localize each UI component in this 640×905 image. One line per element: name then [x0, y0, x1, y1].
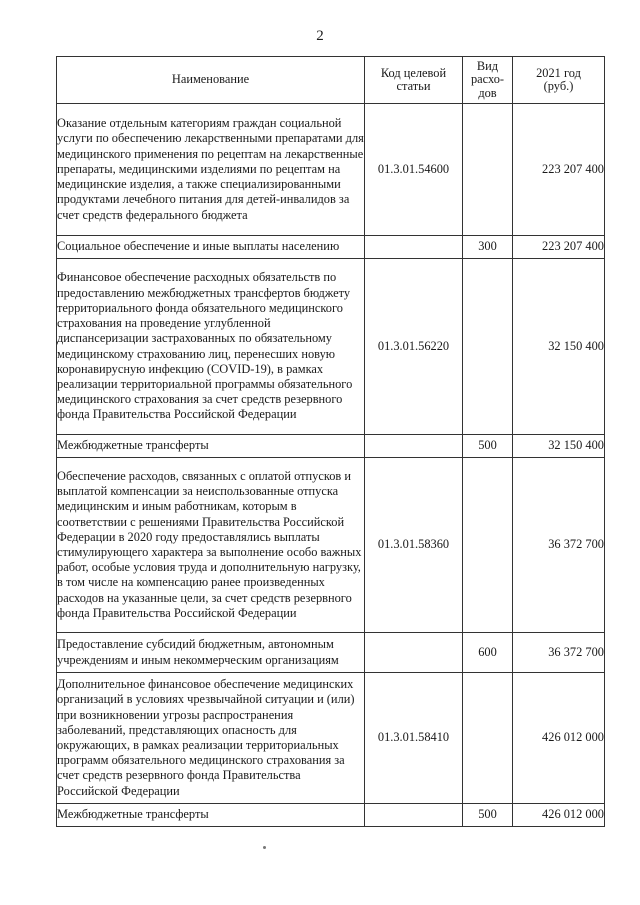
budget-table	[56, 56, 605, 827]
row-name: Предоставление субсидий бюджетным, автономным учреждениям и иным некоммерческим организациям	[57, 633, 365, 673]
header-type: Вид расхо-дов	[463, 57, 513, 104]
row-amount: 426 012 000	[513, 804, 605, 827]
row-name: Оказание отдельным категориям граждан социальной услуги по обеспечению лекарственными препаратами для медицинского применения по рецептам на лекарственные препараты, медицинскими изделиями по рецептам на медицинские изделия, а также специализированными продуктами лечебного питания для детей-инвалидов за счет средств федерального бюджета	[57, 104, 365, 236]
header-name: Наименование	[57, 57, 365, 104]
row-type	[463, 259, 513, 435]
row-amount: 32 150 400	[513, 435, 605, 458]
row-name: Обеспечение расходов, связанных с оплатой отпусков и выплатой компенсации за неиспользованные отпуска медицинским и иным работникам, которым в соответствии с решениями Правительства Российской Федерации в 2020 году предоставлялись выплаты стимулирующего характера за выполнение особо важных работ, особые условия труда и дополнительную нагрузку, в том числе на компенсацию ранее произведенных расходов на указанные цели, за счет средств резервного фонда Правительства Российской Федерации	[57, 458, 365, 633]
table-row	[57, 435, 605, 458]
table-header-row	[57, 57, 605, 104]
row-type: 500	[463, 804, 513, 827]
row-amount: 36 372 700	[513, 633, 605, 673]
row-amount: 223 207 400	[513, 236, 605, 259]
row-type: 500	[463, 435, 513, 458]
row-type	[463, 104, 513, 236]
row-code: 01.3.01.58360	[365, 458, 463, 633]
row-code	[365, 236, 463, 259]
row-code	[365, 435, 463, 458]
table-row	[57, 458, 605, 633]
row-name: Межбюджетные трансферты	[57, 435, 365, 458]
row-code: 01.3.01.54600	[365, 104, 463, 236]
row-type	[463, 458, 513, 633]
header-code: Код целевой статьи	[365, 57, 463, 104]
row-name: Финансовое обеспечение расходных обязательств по предоставлению межбюджетных трансфертов бюджету территориального фонда обязательного медицинского страхования на проведение углубленной диспансеризации застрахованных по обязательному медицинскому страхованию лиц, перенесших новую коронавирусную инфекцию (COVID-19), в рамках реализации территориальной программы обязательного медицинского страхования за счет средств резервного фонда Правительства Российской Федерации	[57, 259, 365, 435]
table-row	[57, 804, 605, 827]
row-amount: 36 372 700	[513, 458, 605, 633]
scan-speck	[263, 846, 266, 849]
row-name: Социальное обеспечение и иные выплаты населению	[57, 236, 365, 259]
row-amount: 32 150 400	[513, 259, 605, 435]
row-code	[365, 633, 463, 673]
row-type: 300	[463, 236, 513, 259]
row-type	[463, 673, 513, 804]
table-row	[57, 259, 605, 435]
row-type: 600	[463, 633, 513, 673]
table-row	[57, 673, 605, 804]
table-row	[57, 104, 605, 236]
table-row	[57, 633, 605, 673]
header-amount: 2021 год (руб.)	[513, 57, 605, 104]
row-amount: 426 012 000	[513, 673, 605, 804]
page-number: 2	[316, 28, 324, 44]
row-name: Дополнительное финансовое обеспечение медицинских организаций в условиях чрезвычайной ситуации и (или) при возникновении угрозы распространения заболеваний, представляющих опасность для окружающих, в рамках реализации территориальных программ обязательного медицинского страхования за счет средств резервного фонда Правительства Российской Федерации	[57, 673, 365, 804]
row-amount: 223 207 400	[513, 104, 605, 236]
row-code: 01.3.01.58410	[365, 673, 463, 804]
table-row	[57, 236, 605, 259]
row-code	[365, 804, 463, 827]
row-name: Межбюджетные трансферты	[57, 804, 365, 827]
row-code: 01.3.01.56220	[365, 259, 463, 435]
